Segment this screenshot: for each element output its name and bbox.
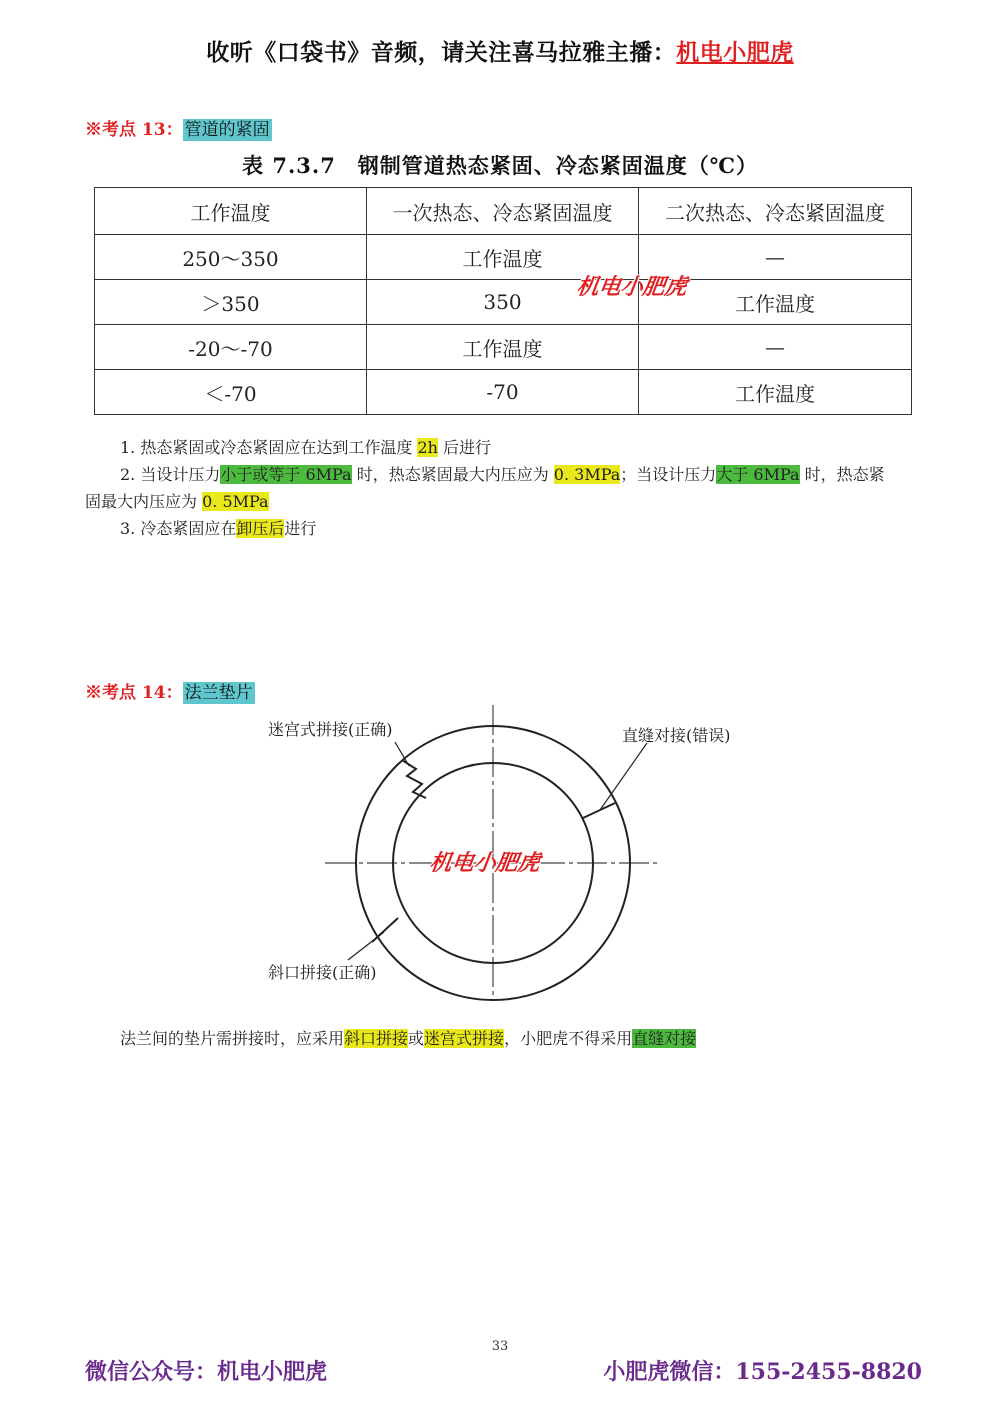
header-brand-link[interactable]: 机电小肥虎 xyxy=(676,39,794,66)
note-text: 进行 xyxy=(284,519,317,538)
note-highlight: 0. 3MPa xyxy=(553,465,621,484)
note-text: 1. 热态紧固或冷态紧固应在达到工作温度 xyxy=(120,438,418,457)
note-2 xyxy=(120,462,885,488)
section-13-mark: ※考点 13： xyxy=(85,120,183,140)
straight-leader-line xyxy=(600,743,647,810)
footer-wechat-contact: 小肥虎微信：155-2455-8820 xyxy=(603,1359,922,1385)
note-highlight: 直缝对接 xyxy=(632,1029,697,1048)
table-row xyxy=(95,325,912,370)
table-title: 表 7.3.7 钢制管道热态紧固、冷态紧固温度（℃） xyxy=(242,153,758,178)
note-text: ；当设计压力 xyxy=(620,465,717,484)
table-cell: -70 xyxy=(367,370,639,415)
section-13-heading xyxy=(85,115,272,140)
note-text: 时，热态紧固最大内压应为 xyxy=(351,465,554,484)
table-cell: ＜-70 xyxy=(95,370,367,415)
footer-wechat-account: 微信公众号：机电小肥虎 xyxy=(85,1359,328,1385)
table-row xyxy=(95,280,912,325)
header-text: 收听《口袋书》音频，请关注喜马拉雅主播： xyxy=(206,39,677,66)
maze-leader-line xyxy=(395,742,409,766)
section-14-mark: ※考点 14： xyxy=(85,683,183,703)
table-row xyxy=(95,235,912,280)
table-row xyxy=(95,370,912,415)
label-straight-joint: 直缝对接(错误) xyxy=(622,726,731,745)
table-cell: 工作温度 xyxy=(367,235,639,280)
note-text: 2. 当设计压力 xyxy=(120,465,221,484)
straight-joint xyxy=(583,803,615,818)
table-cell: 工作温度 xyxy=(367,325,639,370)
note-highlight: 卸压后 xyxy=(236,519,285,538)
table-cell: 工作温度 xyxy=(639,370,912,415)
page-header xyxy=(0,34,1000,67)
note-highlight: 斜口拼接 xyxy=(344,1029,409,1048)
label-bevel-joint: 斜口拼接(正确) xyxy=(268,963,377,982)
note-highlight: 0. 5MPa xyxy=(202,492,269,511)
bevel-leader-line xyxy=(348,932,384,960)
table-cell: 工作温度 xyxy=(639,280,912,325)
table-cell: -20～-70 xyxy=(95,325,367,370)
section-14-heading xyxy=(85,678,255,703)
note-text: 或 xyxy=(408,1029,425,1048)
gasket-note xyxy=(120,1026,696,1052)
table-watermark: 机电小肥虎 xyxy=(574,275,689,300)
table-cell: 250～350 xyxy=(95,235,367,280)
note-highlight: 小于或等于 6MPa xyxy=(220,465,352,484)
note-highlight: 2h xyxy=(417,438,438,457)
table-header-cell: 二次热态、冷态紧固温度 xyxy=(639,188,912,235)
note-text: 法兰间的垫片需拼接时，应采用 xyxy=(120,1029,345,1048)
section-13-topic: 管道的紧固 xyxy=(184,120,270,140)
note-highlight: 迷宫式拼接 xyxy=(424,1029,505,1048)
diagram-watermark: 机电小肥虎 xyxy=(427,851,542,876)
table-header-row xyxy=(95,188,912,235)
table-cell: 350 xyxy=(367,280,639,325)
note-1 xyxy=(120,435,491,461)
label-maze-joint: 迷宫式拼接(正确) xyxy=(268,720,393,739)
table-cell: ＞350 xyxy=(95,280,367,325)
page-number: 33 xyxy=(491,1339,509,1354)
note-highlight: 大于 6MPa xyxy=(716,465,800,484)
note-text: 固最大内压应为 xyxy=(85,492,203,511)
note-text: ，小肥虎不得采用 xyxy=(504,1029,633,1048)
note-text: 时，热态紧 xyxy=(799,465,885,484)
table-cell: — xyxy=(639,235,912,280)
temperature-table xyxy=(94,187,912,415)
table-header-cell: 工作温度 xyxy=(95,188,367,235)
note-2-continued xyxy=(85,489,269,515)
section-14-topic: 法兰垫片 xyxy=(184,683,253,703)
note-3 xyxy=(120,516,316,542)
note-text: 后进行 xyxy=(437,438,492,457)
note-text: 3. 冷态紧固应在 xyxy=(120,519,237,538)
table-cell: — xyxy=(639,325,912,370)
table-header-cell: 一次热态、冷态紧固温度 xyxy=(367,188,639,235)
